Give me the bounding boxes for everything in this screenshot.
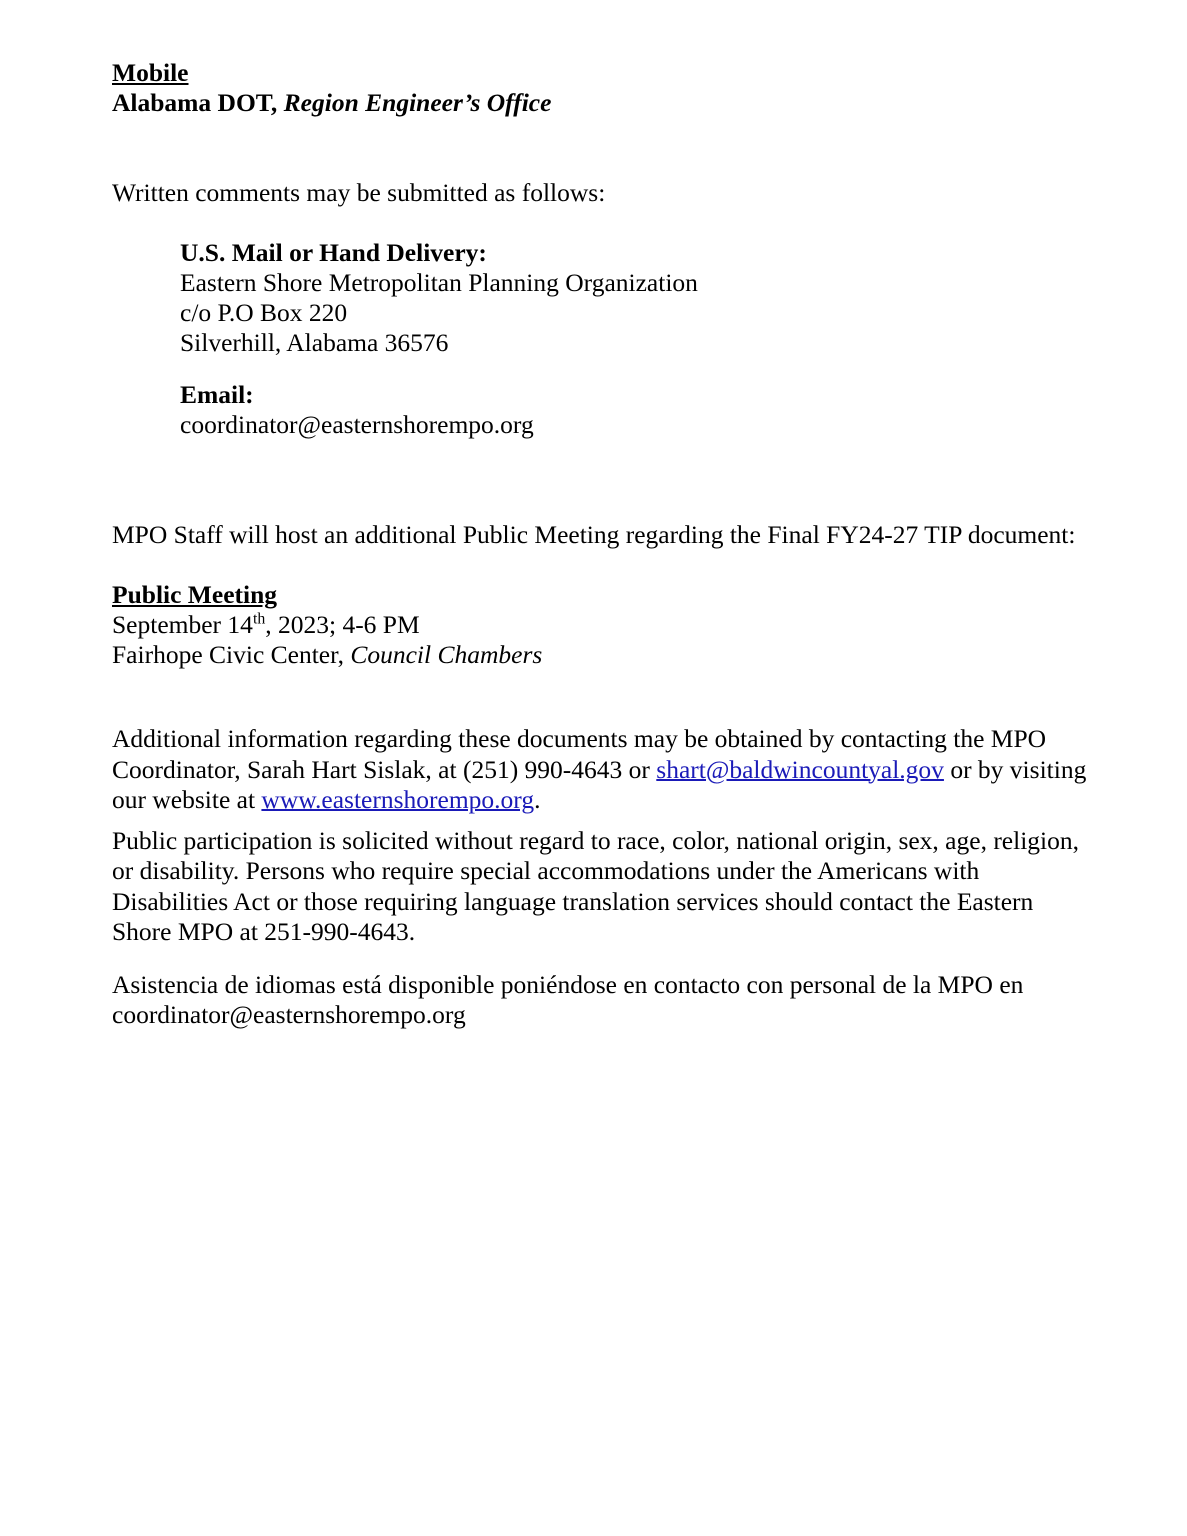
additional-info-part1: Additional information regarding these documents may be obtained by contacting the MPO Coordinator, Sarah Hart Sislak, at (251) 990-4643 or	[112, 724, 1047, 784]
spacer	[112, 550, 1087, 580]
spacer	[112, 816, 1087, 826]
heading-agency-detail: Region Engineer’s Office	[283, 88, 552, 117]
spanish-assistance-line2: coordinator@easternshorempo.org	[112, 999, 466, 1029]
meeting-venue-detail: Council Chambers	[350, 640, 543, 669]
heading-agency-line	[112, 88, 1087, 118]
heading-location: Mobile	[112, 58, 189, 87]
spacer	[112, 208, 1087, 238]
meeting-intro: MPO Staff will host an additional Public Meeting regarding the Final FY24-27 TIP document:	[112, 520, 1076, 549]
meeting-date-ordinal: th	[252, 610, 266, 628]
public-meeting-venue-line	[112, 640, 1087, 670]
meeting-date-suffix: , 2023; 4-6 PM	[265, 610, 420, 639]
public-meeting-date	[112, 610, 1087, 640]
heading-agency: Alabama DOT,	[112, 88, 278, 117]
mail-organization: Eastern Shore Metropolitan Planning Organization	[180, 268, 698, 297]
meeting-venue: Fairhope Civic Center,	[112, 640, 344, 669]
mail-city-state-zip: Silverhill, Alabama 36576	[180, 328, 449, 357]
email-label: Email:	[180, 380, 254, 409]
spacer	[180, 358, 1087, 380]
coordinator-email-link[interactable]: shart@baldwincountyal.gov	[656, 754, 944, 784]
meeting-date-prefix: September 14	[112, 610, 253, 639]
spanish-assistance-line1: Asistencia de idiomas está disponible poniéndose en contacto con personal de la MPO en	[112, 969, 1024, 999]
mail-block	[180, 238, 1087, 440]
mpo-website-link[interactable]: www.easternshorempo.org	[261, 785, 535, 814]
document-body	[112, 58, 1087, 1030]
email-address: coordinator@easternshorempo.org	[180, 410, 534, 439]
spacer	[112, 118, 1087, 178]
public-meeting-heading: Public Meeting	[112, 580, 278, 609]
written-comments-intro: Written comments may be submitted as follows:	[112, 178, 606, 207]
mail-label: U.S. Mail or Hand Delivery:	[180, 238, 487, 267]
spacer	[112, 440, 1087, 520]
additional-information-paragraph	[112, 724, 1087, 816]
additional-info-part3: .	[534, 785, 541, 814]
spacer	[112, 948, 1087, 970]
nondiscrimination-paragraph: Public participation is solicited without regard to race, color, national origin, sex, age, religion, or disability. Persons who require special accommodations under the Americans with Disabilities Act or those requiring language translation services should contact the Eastern Shore MPO at 251-990-4643.	[112, 825, 1080, 946]
additional-info-part2: or by visiting our website at	[112, 754, 1087, 814]
mail-po-box: c/o P.O Box 220	[180, 298, 348, 327]
spacer	[112, 670, 1087, 724]
